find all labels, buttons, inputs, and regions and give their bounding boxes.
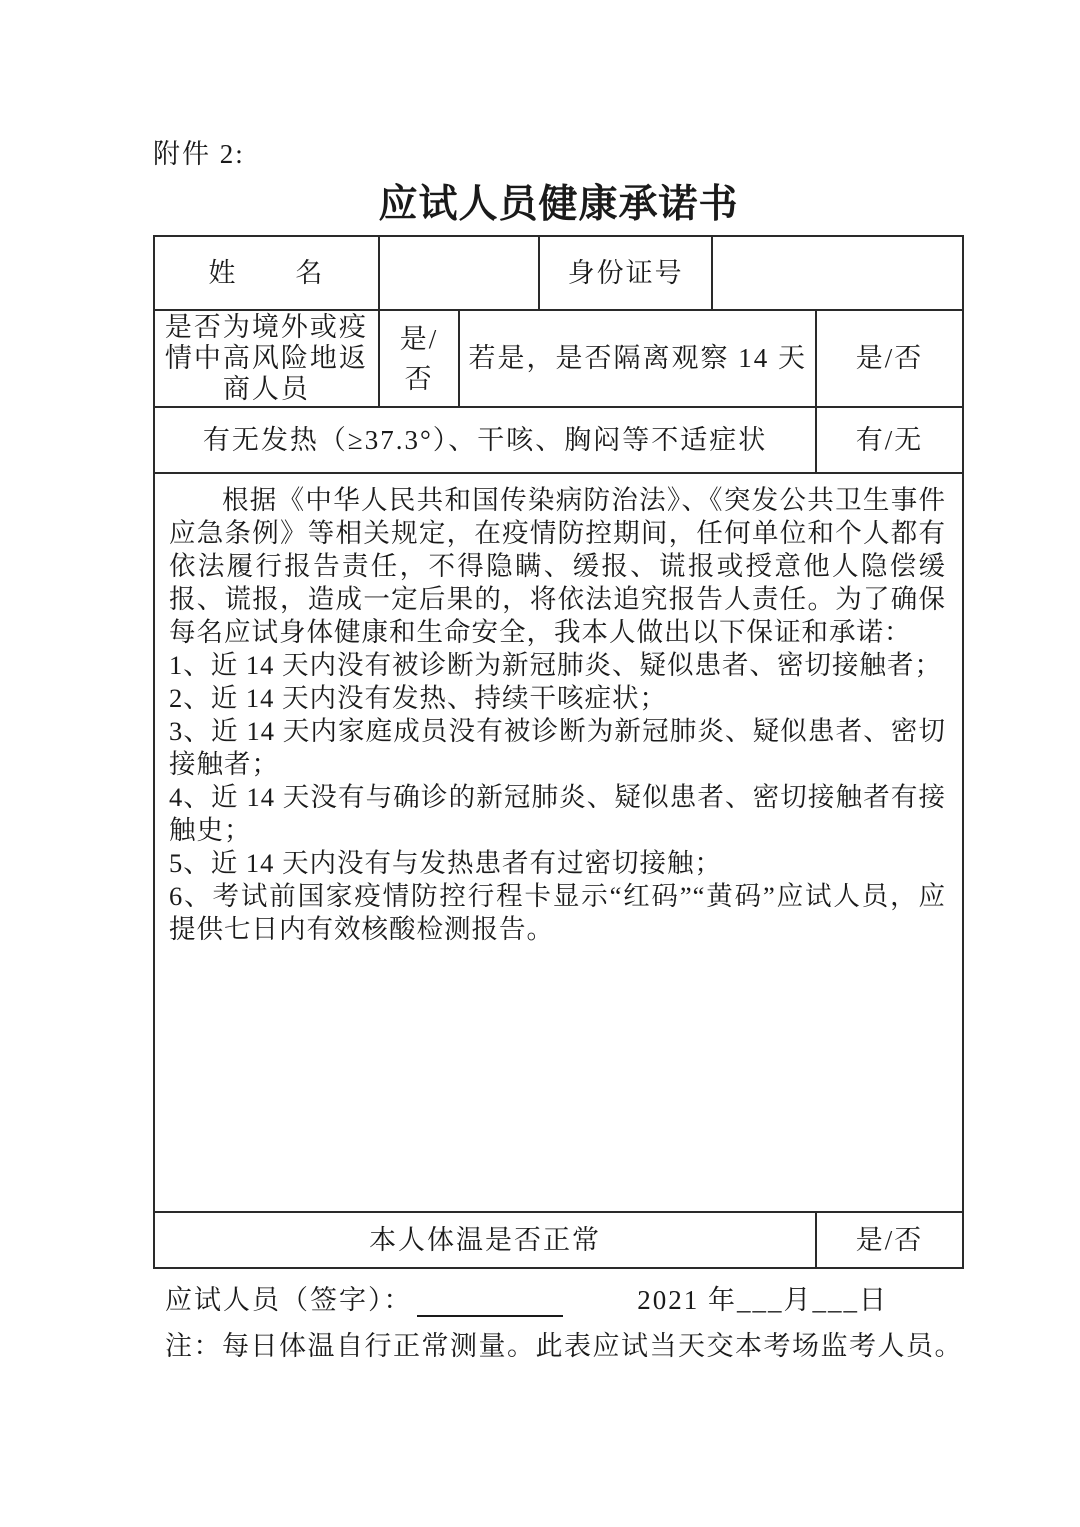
pledge-row [155,472,962,1211]
pledge-item-3: 3、近 14 天内家庭成员没有被诊断为新冠肺炎、疑似患者、密切接触者； [169,716,946,779]
id-number-blank-cell [711,237,962,309]
name-blank-cell [378,237,539,309]
risk-area-row [155,309,962,406]
temperature-options: 是/否 [815,1213,962,1267]
pledge-item-5: 5、近 14 天内没有与发热患者有过密切接触； [169,848,722,878]
risk-area-options [378,311,459,406]
name-label: 姓 名 [208,257,325,288]
temperature-row [155,1211,962,1267]
health-form-table [153,235,964,1269]
symptom-row [155,406,962,472]
id-number-label: 身份证号 [538,237,711,309]
name-id-row [155,237,962,309]
quarantine-options: 是/否 [815,311,962,406]
pledge-item-2: 2、近 14 天内没有发热、持续干咳症状； [169,683,667,713]
pledge-intro: 根据《中华人民共和国传染病防治法》、《突发公共卫生事件应急条例》等相关规定，在疫情防控期间，任何单位和个人都有依法履行报告责任，不得隐瞒、缓报、谎报或授意他人隐偿缓报、谎报，造成一定后果的，将依法追究报告人责任。为了确保每名应试身体健康和生命安全，我本人做出以下保证和承诺： [169,485,946,647]
footer [153,1278,964,1363]
document-content [153,0,964,1363]
signature-blank [417,1291,563,1317]
quarantine-question: 若是，是否隔离观察 14 天 [458,311,815,406]
pledge-item-1: 1、近 14 天内没有被诊断为新冠肺炎、疑似患者、密切接触者； [169,650,942,680]
signature-label: 应试人员（签字）： [165,1285,413,1315]
pledge-item-6: 6、考试前国家疫情防控行程卡显示“红码”“黄码”应试人员，应提供七日内有效核酸检测报告。 [169,881,946,944]
temperature-question: 本人体温是否正常 [369,1224,602,1255]
date-text: 2021 年___月___日 [637,1285,888,1315]
signature-line [153,1278,964,1317]
pledge-text-cell [155,474,962,1211]
pledge-item-4: 4、近 14 天没有与确诊的新冠肺炎、疑似患者、密切接触者有接触史； [169,782,946,845]
note-text: 注：每日体温自行正常测量。此表应试当天交本考场监考人员。 [165,1331,963,1361]
page-title: 应试人员健康承诺书 [378,183,739,226]
symptom-question: 有无发热（≥37.3°）、干咳、胸闷等不适症状 [202,424,768,455]
risk-area-options-text: 是/否 [399,323,439,394]
risk-area-question: 是否为境外或疫情中高风险地返商人员 [164,312,368,404]
symptom-options: 有/无 [815,408,962,472]
attachment-label: 附件 2: [153,139,245,169]
